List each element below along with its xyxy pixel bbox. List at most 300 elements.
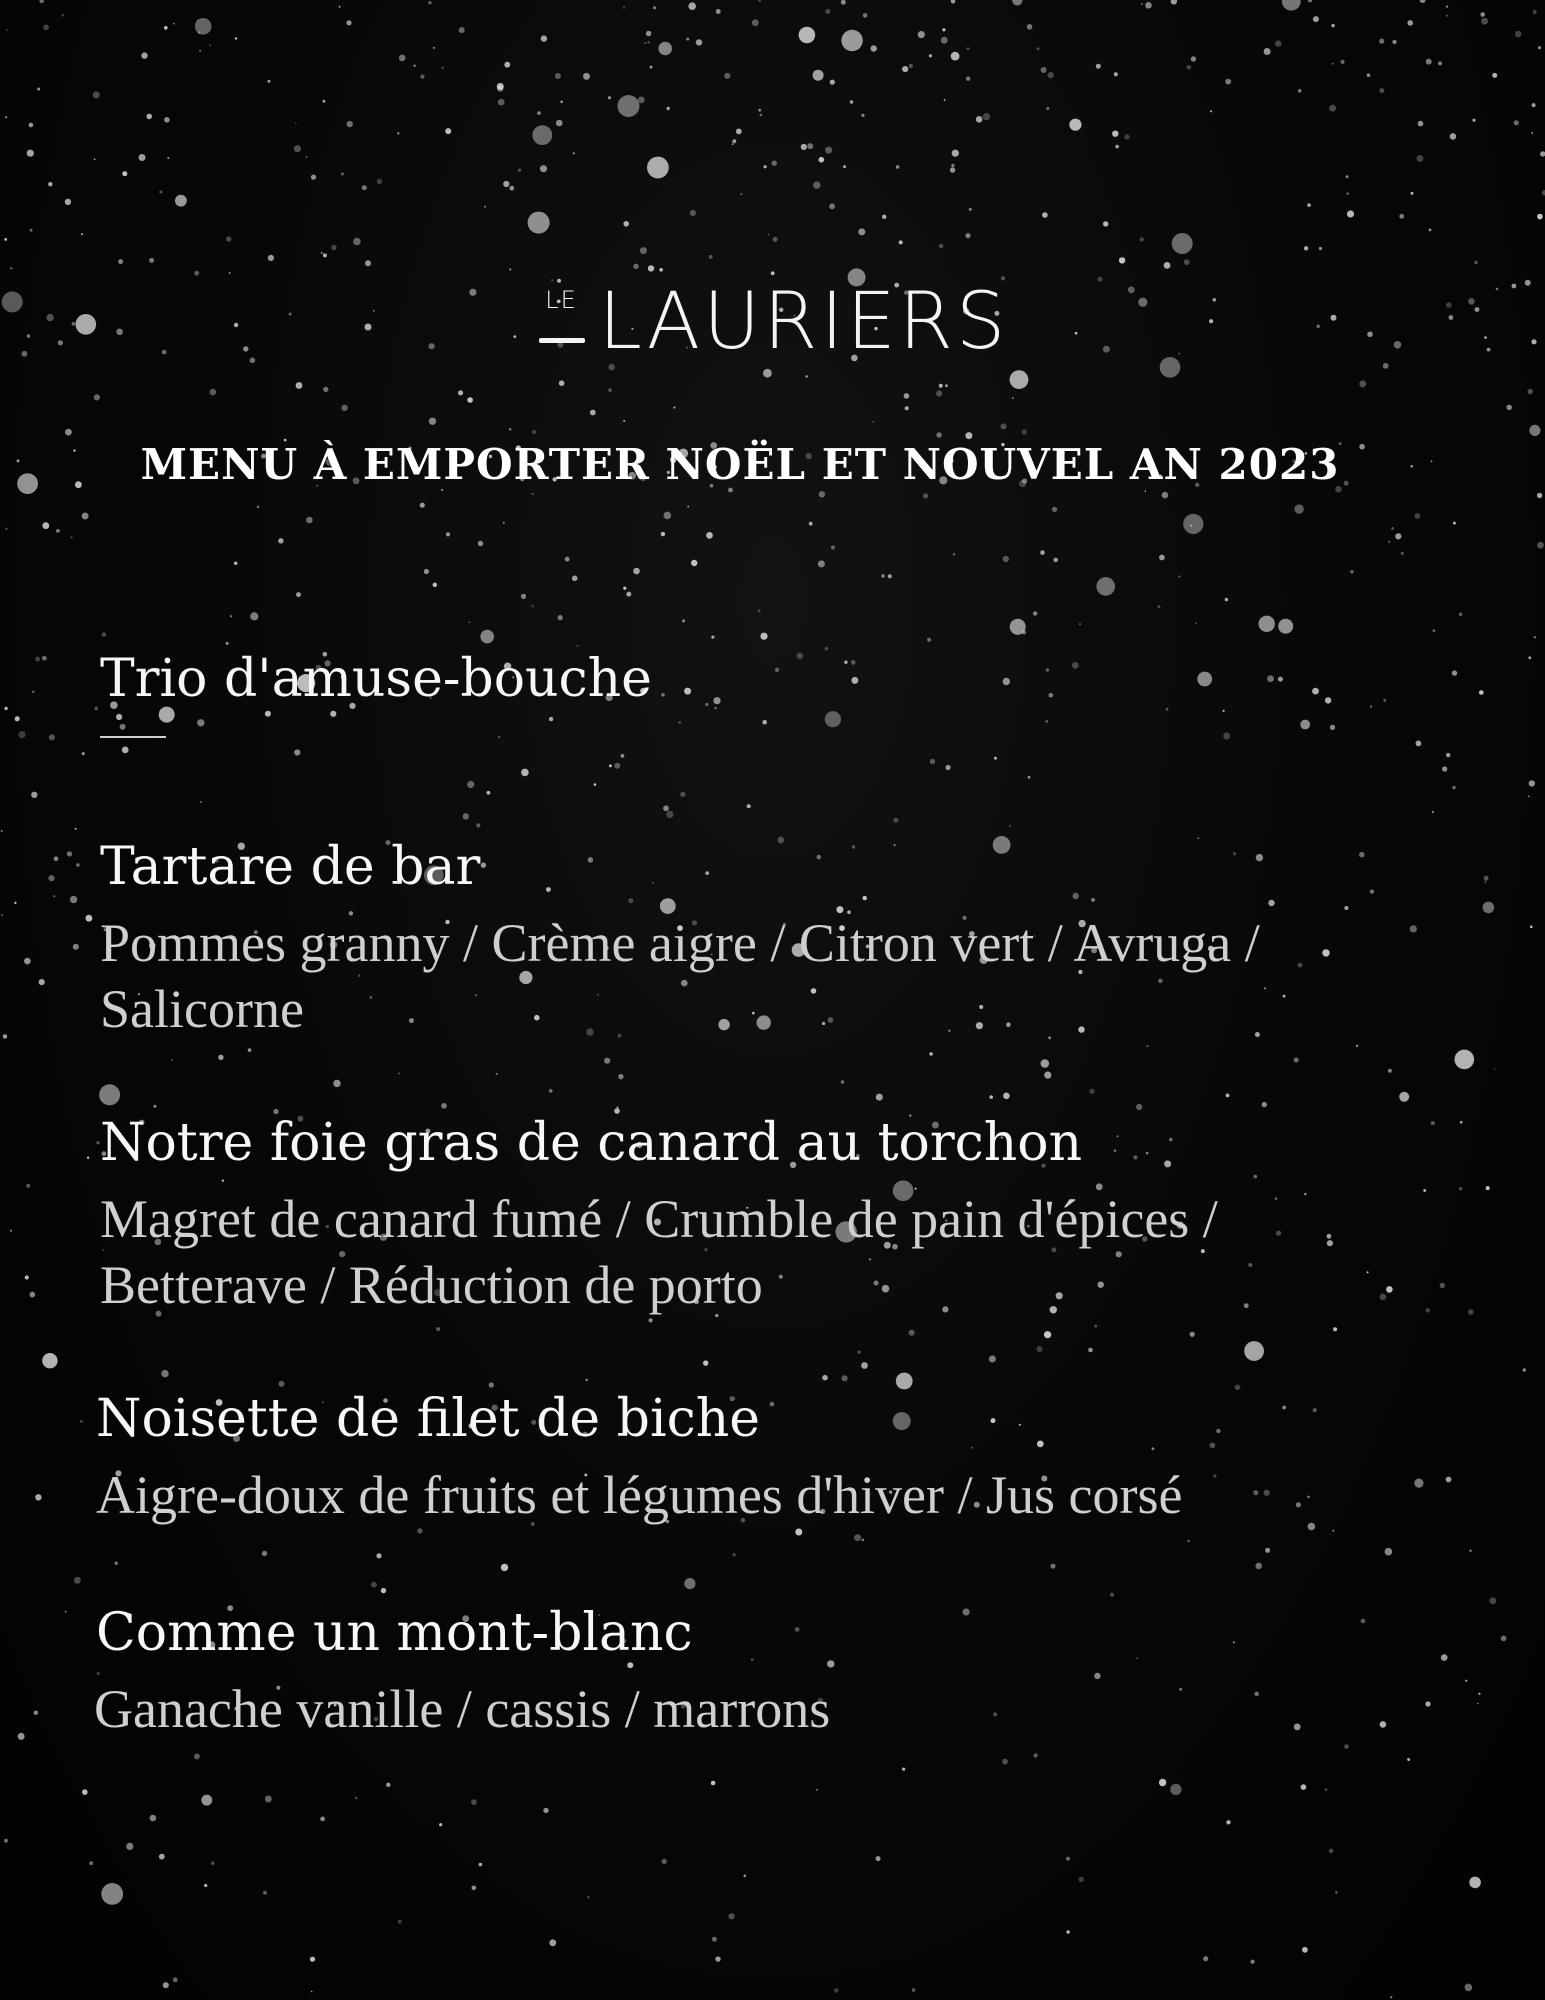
snow-speck [609, 764, 612, 767]
snow-speck [594, 783, 597, 786]
snow-speck [1350, 570, 1353, 573]
snow-speck [662, 1859, 667, 1864]
snow-speck [194, 1754, 200, 1760]
snow-speck [1262, 1102, 1267, 1107]
snow-speck [497, 85, 504, 92]
snow-speck [294, 145, 301, 152]
snow-speck [1333, 1327, 1337, 1331]
snow-speck [1294, 504, 1303, 513]
snow-speck [1088, 1348, 1093, 1353]
snow-speck [951, 0, 956, 4]
snow-speck [1046, 107, 1049, 110]
snow-speck [772, 161, 777, 166]
course-amuse-bouche [100, 648, 1460, 738]
snow-speck [633, 568, 640, 575]
snow-speck [1514, 120, 1519, 125]
snow-speck [1251, 1960, 1255, 1964]
snow-speck [1484, 881, 1486, 883]
snow-speck [1331, 24, 1334, 27]
snow-speck [446, 532, 450, 536]
snow-speck [532, 493, 534, 495]
snow-speck [10, 267, 13, 270]
snow-speck [952, 150, 959, 157]
snow-speck [439, 1823, 442, 1826]
snow-speck [558, 615, 563, 620]
snow-speck [4, 238, 7, 241]
snow-speck [371, 1582, 377, 1588]
snow-speck [1275, 40, 1281, 46]
snow-speck [1479, 690, 1484, 695]
snow-speck [608, 96, 611, 99]
snow-speck [1042, 212, 1048, 218]
snow-speck [355, 1797, 357, 1799]
snow-speck [1171, 0, 1177, 5]
snow-speck [1187, 65, 1192, 70]
snow-speck [445, 128, 451, 134]
course-title: Notre foie gras de canard au torchon [100, 1113, 1083, 1173]
snow-speck [279, 1381, 285, 1387]
snow-speck [1278, 619, 1293, 634]
snow-speck [842, 1375, 848, 1381]
snow-speck [322, 100, 325, 103]
snow-speck [729, 1913, 735, 1919]
snow-speck [941, 37, 948, 44]
snow-speck [417, 1528, 422, 1533]
snow-speck [5, 116, 7, 118]
snow-speck [1523, 1368, 1526, 1371]
snow-speck [1066, 1930, 1070, 1934]
snow-speck [583, 73, 590, 80]
snow-speck [876, 1856, 881, 1861]
snow-speck [1141, 3, 1143, 5]
snow-speck [773, 237, 778, 242]
snow-speck [1432, 811, 1434, 813]
snow-speck [1407, 20, 1413, 26]
snow-speck [150, 1815, 157, 1822]
snow-speck [1164, 262, 1171, 269]
snow-speck [663, 805, 669, 811]
snow-speck [365, 260, 371, 266]
snow-speck [1094, 1325, 1097, 1328]
snow-speck [82, 513, 89, 520]
snow-speck [376, 1553, 381, 1558]
snow-speck [936, 432, 941, 437]
snow-speck [323, 253, 327, 257]
snow-speck [1304, 246, 1308, 250]
snow-speck [56, 529, 60, 533]
snow-speck [1096, 577, 1115, 596]
snow-speck [101, 1883, 123, 1905]
snow-speck [896, 165, 899, 168]
snow-speck [711, 636, 714, 639]
snow-speck [1172, 233, 1193, 254]
snow-speck [54, 856, 59, 861]
snow-speck [1225, 598, 1228, 601]
snow-speck [333, 1080, 340, 1087]
snow-speck [771, 271, 775, 275]
snow-speck [25, 1275, 29, 1279]
snow-speck [262, 1551, 267, 1556]
snow-speck [377, 179, 382, 184]
snow-speck [1446, 753, 1450, 757]
snow-speck [1379, 88, 1384, 93]
snow-speck [861, 114, 864, 117]
snow-speck [1494, 1068, 1496, 1070]
snow-speck [1469, 1877, 1481, 1889]
snow-speck [250, 612, 258, 620]
snow-speck [1426, 59, 1432, 65]
snow-speck [633, 264, 638, 269]
snow-speck [386, 1783, 390, 1787]
snow-speck [99, 1084, 120, 1105]
course-biche [96, 1388, 1456, 1528]
snow-speck [646, 31, 651, 36]
snow-speck [1450, 133, 1457, 140]
snow-speck [496, 1073, 498, 1075]
snow-speck [1294, 1058, 1299, 1063]
snow-speck [42, 1353, 57, 1368]
snow-speck [306, 156, 308, 158]
snow-speck [623, 221, 629, 227]
snow-speck [94, 159, 96, 161]
snow-speck [809, 522, 813, 526]
snow-speck [1483, 902, 1495, 914]
snow-speck [1346, 192, 1349, 195]
snow-speck [1187, 1540, 1190, 1543]
snow-speck [1210, 110, 1212, 112]
snow-speck [1335, 1891, 1337, 1893]
snow-speck [18, 1733, 25, 1740]
snow-speck [1041, 1059, 1050, 1068]
snow-speck [35, 1494, 41, 1500]
snow-speck [1481, 18, 1488, 25]
menu-headline: MENU À EMPORTER NOËL ET NOUVEL AN 2023 [140, 440, 1340, 489]
snow-speck [590, 410, 596, 416]
snow-speck [604, 1058, 610, 1064]
snow-speck [37, 88, 40, 91]
snow-speck [1145, 2, 1152, 9]
snow-speck [65, 1611, 67, 1613]
snow-speck [161, 1370, 168, 1377]
snow-speck [521, 769, 529, 777]
snow-speck [1469, 1550, 1471, 1552]
snow-speck [173, 23, 175, 25]
snow-speck [587, 1896, 589, 1898]
snow-speck [841, 1080, 844, 1083]
snow-speck [1534, 636, 1536, 638]
snow-speck [311, 175, 316, 180]
snow-speck [4, 1839, 8, 1843]
snow-speck [577, 645, 579, 647]
snow-speck [469, 621, 471, 623]
snow-speck [1411, 192, 1414, 195]
snow-speck [75, 828, 77, 830]
snow-speck [200, 801, 202, 803]
snow-speck [398, 1920, 402, 1924]
snow-speck [650, 66, 653, 69]
course-description: Magret de canard fumé / Crumble de pain d'épices / Betterave / Réduction de porto [100, 1189, 1218, 1315]
snow-speck [331, 245, 336, 250]
snow-speck [1308, 0, 1312, 2]
snow-speck [618, 1074, 623, 1079]
logo-le: LE [545, 286, 578, 314]
snow-speck [556, 120, 563, 127]
snow-speck [912, 1988, 916, 1992]
snow-speck [484, 206, 486, 208]
snow-speck [1159, 555, 1165, 561]
snow-speck [487, 791, 491, 795]
course-title: Noisette de filet de biche [96, 1389, 760, 1449]
snow-speck [29, 123, 34, 128]
snow-speck [73, 944, 79, 950]
snow-speck [1399, 1092, 1409, 1102]
snow-speck [234, 562, 237, 565]
snow-speck [257, 506, 260, 509]
snow-speck [171, 1059, 173, 1061]
snow-speck [666, 811, 673, 818]
snow-speck [843, 165, 846, 168]
snow-speck [294, 749, 300, 755]
snow-speck [1515, 31, 1522, 38]
snow-speck [764, 165, 767, 168]
snow-speck [32, 691, 35, 694]
snow-speck [479, 1863, 483, 1867]
snow-speck [1538, 46, 1541, 49]
snow-speck [649, 1318, 653, 1322]
snow-speck [801, 144, 807, 150]
snow-speck [929, 54, 932, 57]
snow-speck [946, 765, 951, 770]
snow-speck [1052, 507, 1057, 512]
snow-speck [1162, 492, 1169, 499]
snow-speck [909, 1330, 915, 1336]
snow-speck [463, 813, 469, 819]
snow-speck [540, 165, 547, 172]
snow-speck [1282, 0, 1301, 11]
snow-speck [1416, 155, 1423, 162]
snow-speck [1446, 6, 1448, 8]
snow-speck [1096, 64, 1101, 69]
snow-speck [1442, 766, 1447, 771]
snow-speck [1344, 1744, 1349, 1749]
snow-speck [608, 388, 612, 392]
snow-speck [436, 1327, 440, 1331]
logo-wordmark: LAURIERS [598, 277, 1009, 367]
snow-speck [1501, 1636, 1507, 1642]
snow-speck [194, 271, 199, 276]
snow-speck [930, 759, 935, 764]
snow-speck [1347, 210, 1354, 217]
snow-speck [459, 27, 465, 33]
snow-speck [876, 1094, 883, 1101]
snow-speck [1044, 1331, 1051, 1338]
snow-speck [71, 536, 73, 538]
course-tartare [100, 836, 1460, 1042]
snow-speck [503, 522, 505, 524]
snow-speck [904, 393, 910, 399]
snow-speck [929, 1052, 932, 1055]
snow-speck [1392, 40, 1396, 44]
snow-speck [295, 122, 297, 124]
snow-speck [965, 432, 972, 439]
snow-speck [1455, 1050, 1475, 1070]
snow-speck [42, 656, 47, 661]
snow-speck [816, 1789, 818, 1791]
snow-speck [944, 99, 946, 101]
snow-speck [429, 418, 436, 425]
snow-speck [18, 731, 25, 738]
snow-speck [711, 1781, 716, 1786]
snow-speck [509, 186, 514, 191]
snow-speck [994, 757, 997, 760]
snow-speck [3, 1034, 7, 1038]
snow-speck [1225, 79, 1231, 85]
snow-speck [149, 258, 154, 263]
snow-speck [682, 619, 685, 622]
snow-speck [476, 823, 480, 827]
snow-speck [1002, 1759, 1008, 1765]
snow-speck [736, 129, 742, 135]
snow-speck [341, 172, 344, 175]
snow-speck [813, 181, 820, 188]
snow-speck [311, 1991, 313, 1993]
snow-speck [715, 1956, 720, 1961]
snow-speck [732, 139, 736, 143]
snow-speck [1033, 611, 1037, 615]
snow-speck [918, 31, 925, 38]
snow-speck [831, 546, 835, 550]
snow-speck [146, 114, 152, 120]
snow-speck [433, 47, 435, 49]
snow-speck [989, 1356, 996, 1363]
snow-speck [4, 707, 7, 710]
snow-speck [102, 632, 107, 637]
snow-speck [1379, 39, 1384, 44]
snow-speck [1388, 541, 1390, 543]
snow-speck [1480, 12, 1485, 17]
snow-speck [1, 914, 3, 916]
snow-speck [664, 512, 672, 520]
snow-speck [235, 37, 237, 39]
snow-speck [555, 73, 561, 79]
snow-speck [686, 38, 689, 41]
snow-speck [211, 1861, 215, 1865]
snow-speck [799, 27, 816, 44]
snow-speck [14, 902, 16, 904]
snow-speck [306, 517, 313, 524]
snow-speck [204, 1884, 207, 1887]
snow-speck [413, 65, 415, 67]
snow-speck [1468, 1309, 1474, 1315]
snow-speck [861, 1362, 868, 1369]
snow-speck [1265, 1548, 1270, 1553]
snow-speck [498, 99, 505, 106]
snow-speck [39, 979, 45, 985]
snow-speck [1079, 623, 1081, 625]
snow-speck [1465, 1680, 1467, 1682]
snow-speck [1529, 780, 1535, 786]
snow-speck [1044, 1072, 1051, 1079]
snow-speck [1453, 522, 1456, 525]
snow-speck [1203, 1956, 1208, 1961]
snow-speck [1460, 1121, 1463, 1124]
snow-speck [159, 1854, 165, 1860]
snow-speck [1459, 613, 1463, 617]
logo-underline [539, 338, 585, 343]
snow-speck [381, 1588, 386, 1593]
snow-speck [862, 1539, 865, 1542]
snow-speck [268, 255, 274, 261]
snow-speck [819, 491, 825, 497]
snow-speck [537, 111, 541, 115]
snow-speck [724, 73, 730, 79]
snow-speck [296, 382, 303, 389]
snow-speck [716, 9, 721, 14]
snow-speck [30, 229, 33, 232]
snow-speck [647, 41, 649, 43]
snow-speck [424, 569, 429, 574]
snow-speck [248, 1048, 252, 1052]
snow-speck [76, 863, 79, 866]
snow-speck [503, 181, 509, 187]
snow-speck [623, 420, 625, 422]
snow-speck [732, 143, 734, 145]
snow-speck [882, 215, 886, 219]
snow-speck [310, 1957, 315, 1962]
snow-speck [1298, 89, 1302, 93]
snow-speck [653, 6, 656, 9]
snow-speck [267, 80, 270, 83]
snow-speck [747, 804, 751, 808]
snow-speck [509, 268, 511, 270]
snow-speck [1259, 616, 1275, 632]
snow-speck [923, 493, 928, 498]
snow-speck [320, 1817, 325, 1822]
snow-speck [82, 752, 85, 755]
snow-speck [1359, 380, 1366, 387]
snow-speck [115, 1562, 118, 1565]
snow-speck [86, 915, 93, 922]
snow-speck [667, 107, 670, 110]
snow-speck [472, 1886, 477, 1891]
snow-speck [863, 13, 868, 18]
snow-speck [15, 716, 20, 721]
snow-speck [760, 633, 767, 640]
snow-speck [967, 47, 970, 50]
snow-speck [26, 1184, 30, 1188]
snow-speck [48, 875, 54, 881]
snow-speck [1115, 145, 1119, 149]
snow-speck [347, 121, 353, 127]
snow-speck [1195, 622, 1197, 624]
snow-speck [442, 67, 444, 69]
snow-speck [49, 734, 55, 740]
snow-speck [1319, 247, 1322, 250]
snow-speck [673, 406, 675, 408]
snow-speck [1332, 1530, 1334, 1532]
snow-speck [841, 0, 846, 5]
snow-speck [164, 117, 170, 123]
snow-speck [618, 95, 640, 117]
snow-speck [691, 560, 697, 566]
snow-speck [118, 259, 123, 264]
snow-speck [397, 132, 400, 135]
snow-speck [902, 66, 908, 72]
snow-speck [549, 1089, 553, 1093]
snow-speck [195, 18, 212, 35]
snow-speck [93, 91, 100, 98]
snow-speck [902, 1768, 905, 1771]
